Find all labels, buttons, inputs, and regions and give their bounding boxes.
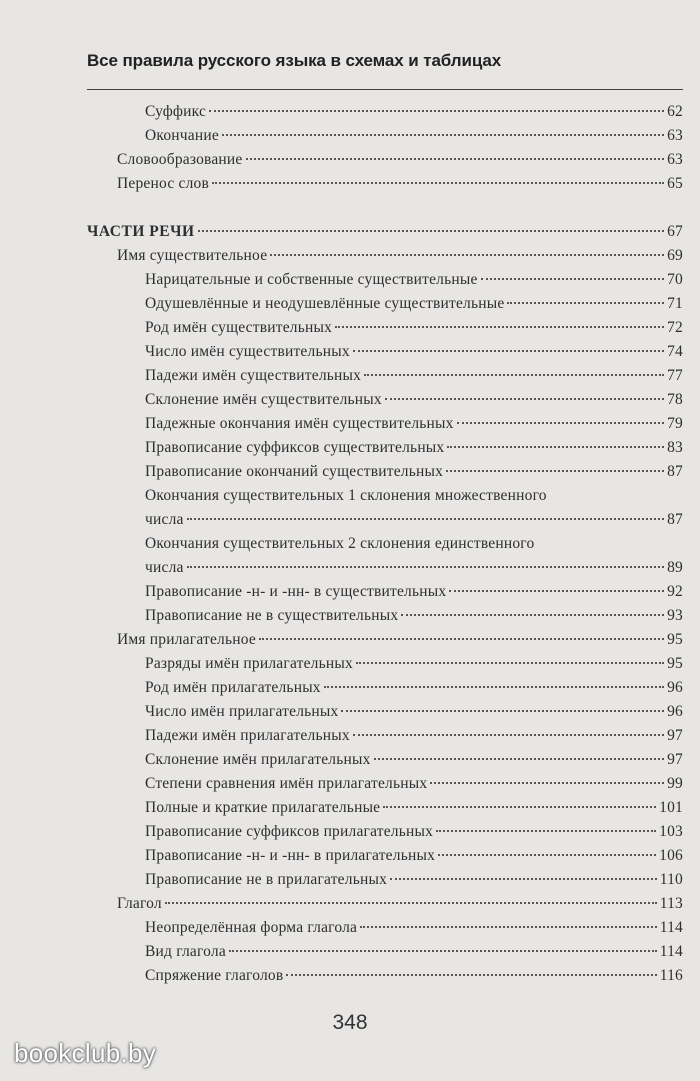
toc-entry-title: Окончания существительных 1 склонения множественного — [145, 487, 547, 504]
toc-dot-leader — [446, 470, 664, 472]
toc-entry-title: Полные и краткие прилагательные — [145, 799, 381, 816]
toc-entry-page: 87 — [667, 511, 683, 528]
toc-dot-leader — [447, 446, 664, 448]
toc-entry-page: 70 — [667, 271, 683, 288]
toc-dot-leader — [212, 182, 664, 184]
toc-entry — [145, 703, 683, 721]
toc-entry-title: Правописание -н- и -нн- в существительных — [145, 583, 447, 600]
toc-entry — [117, 151, 683, 169]
toc-dot-leader — [449, 590, 664, 592]
toc-dot-leader — [438, 854, 656, 856]
toc-entry — [145, 295, 683, 313]
toc-entry — [145, 343, 683, 361]
toc-entry — [145, 271, 683, 289]
toc-dot-leader — [335, 326, 664, 328]
toc-entry-page: 65 — [667, 175, 683, 192]
toc-entry-title: Разряды имён прилагательных — [145, 655, 353, 672]
toc-entry-page: 96 — [667, 703, 683, 720]
toc-dot-leader — [187, 518, 665, 520]
toc-entry-page: 67 — [667, 223, 683, 240]
toc-entry — [145, 607, 683, 625]
toc-entry — [145, 847, 683, 865]
toc-entry-title: Глагол — [117, 895, 162, 912]
toc-entry — [145, 583, 683, 601]
toc-entry — [145, 679, 683, 697]
toc-entry — [145, 943, 683, 961]
toc-entry-page: 97 — [667, 727, 683, 744]
toc-entry-title: Вид глагола — [145, 943, 226, 960]
toc-entry-title: Правописание суффиксов прилагательных — [145, 823, 434, 840]
toc-entry — [87, 223, 683, 241]
toc-entry — [117, 895, 683, 913]
toc-entry-page: 103 — [659, 823, 683, 840]
toc-entry — [145, 535, 683, 553]
toc-entry-title: Правописание не в прилагательных — [145, 871, 388, 888]
toc-dot-leader — [436, 830, 656, 832]
toc-entry-title: Правописание не в существительных — [145, 607, 399, 624]
toc-entry-page: 116 — [659, 967, 683, 984]
toc-entry-page: 89 — [667, 559, 683, 576]
toc-entry-page: 78 — [667, 391, 683, 408]
toc-entry — [145, 103, 683, 121]
toc-dot-leader — [165, 902, 657, 904]
toc-dot-leader — [270, 254, 664, 256]
toc-entry — [145, 655, 683, 673]
toc-entry-title: Правописание окончаний существительных — [145, 463, 444, 480]
toc-entry — [145, 391, 683, 409]
toc-entry-title: числа — [145, 511, 184, 528]
toc-dot-leader — [187, 566, 665, 568]
toc-entry-title: Правописание -н- и -нн- в прилагательных — [145, 847, 436, 864]
toc-entry-page: 77 — [667, 367, 683, 384]
toc-dot-leader — [430, 782, 664, 784]
toc-entry — [145, 823, 683, 841]
toc-entry-page: 95 — [667, 631, 683, 648]
toc-dot-leader — [286, 974, 656, 976]
toc-entry-title: Окончание — [145, 127, 219, 144]
toc-entry-page: 113 — [659, 895, 683, 912]
toc-entry-title: Окончания существительных 2 склонения единственного — [145, 535, 535, 552]
toc-entry-page: 99 — [667, 775, 683, 792]
toc-dot-leader — [222, 134, 664, 136]
toc-entry-page: 101 — [659, 799, 683, 816]
toc-dot-leader — [341, 710, 664, 712]
toc-dot-leader — [356, 662, 664, 664]
toc-entry — [145, 871, 683, 889]
toc-dot-leader — [401, 614, 664, 616]
toc-entry-title: Склонение имён существительных — [145, 391, 382, 408]
toc-entry-page: 63 — [667, 151, 683, 168]
toc-dot-leader — [353, 350, 664, 352]
toc-entry — [145, 319, 683, 337]
toc-entry-title: Имя прилагательное — [117, 631, 256, 648]
toc-entry-title: числа — [145, 559, 184, 576]
toc-entry-page: 69 — [667, 247, 683, 264]
toc-dot-leader — [364, 374, 664, 376]
toc-entry-title: Число имён прилагательных — [145, 703, 339, 720]
toc-entry-title: Неопределённая форма глагола — [145, 919, 358, 936]
toc-dot-leader — [246, 158, 665, 160]
toc-entry — [117, 631, 683, 649]
toc-entry-page: 63 — [667, 127, 683, 144]
toc-dot-leader — [383, 806, 656, 808]
toc-entry — [145, 775, 683, 793]
toc-dot-leader — [390, 878, 657, 880]
toc-entry — [145, 919, 683, 937]
toc-entry-title: Падежи имён прилагательных — [145, 727, 350, 744]
toc-entry-page: 106 — [659, 847, 683, 864]
running-title: Все правила русского языка в схемах и таблицах — [87, 51, 502, 70]
toc-entry — [145, 463, 683, 481]
toc-entry-page: 95 — [667, 655, 683, 672]
toc-entry — [145, 727, 683, 745]
toc-entry-title: ЧАСТИ РЕЧИ — [87, 223, 195, 240]
toc-entry — [145, 799, 683, 817]
toc-entry-page: 83 — [667, 439, 683, 456]
toc-entry — [117, 247, 683, 265]
toc-entry-title: Имя существительное — [117, 247, 268, 264]
toc-dot-leader — [507, 302, 664, 304]
toc-entry-title: Одушевлённые и неодушевлённые существительные — [145, 295, 505, 312]
toc-entry-page: 74 — [667, 343, 683, 360]
toc-entry-page: 97 — [667, 751, 683, 768]
watermark: bookclub.by — [14, 1038, 157, 1068]
toc-entry-title: Суффикс — [145, 103, 207, 120]
toc-entry — [145, 559, 683, 577]
toc-dot-leader — [198, 230, 665, 232]
toc-dot-leader — [374, 758, 665, 760]
toc-entry-page: 62 — [667, 103, 683, 120]
toc-entry-title: Степени сравнения имён прилагательных — [145, 775, 428, 792]
toc-entry — [145, 367, 683, 385]
toc-entry-page: 114 — [659, 943, 683, 960]
toc-entry — [145, 751, 683, 769]
toc-entry-title: Склонение имён прилагательных — [145, 751, 371, 768]
toc-entry-page: 79 — [667, 415, 683, 432]
toc-entry-title: Падежные окончания имён существительных — [145, 415, 454, 432]
toc-dot-leader — [457, 422, 665, 424]
toc-entry-page: 114 — [659, 919, 683, 936]
toc-entry-title: Падежи имён существительных — [145, 367, 362, 384]
toc-entry-title: Род имён прилагательных — [145, 679, 321, 696]
toc-entry-title: Словообразование — [117, 151, 243, 168]
toc-entry-page: 72 — [667, 319, 683, 336]
toc-entry-page: 93 — [667, 607, 683, 624]
toc-entry-title: Число имён существительных — [145, 343, 350, 360]
toc-entry — [145, 487, 683, 505]
toc-dot-leader — [481, 278, 665, 280]
toc-dot-leader — [385, 398, 664, 400]
toc-dot-leader — [353, 734, 664, 736]
toc-entry-page: 96 — [667, 679, 683, 696]
toc-entry-page: 110 — [659, 871, 683, 888]
toc-entry — [145, 967, 683, 985]
toc-dot-leader — [209, 110, 664, 112]
toc-entry — [117, 175, 683, 193]
toc-entry — [145, 511, 683, 529]
toc-entry-title: Спряжение глаголов — [145, 967, 284, 984]
toc-entry — [145, 415, 683, 433]
toc-entry-page: 92 — [667, 583, 683, 600]
toc-entry-title: Нарицательные и собственные существительные — [145, 271, 478, 288]
toc-entry-page: 71 — [667, 295, 683, 312]
toc-entry — [145, 127, 683, 145]
toc-entry-title: Род имён существительных — [145, 319, 333, 336]
toc-dot-leader — [259, 638, 664, 640]
toc-entry-title: Перенос слов — [117, 175, 209, 192]
page-number: 348 — [332, 1011, 368, 1034]
toc-dot-leader — [324, 686, 664, 688]
toc-entry-page: 87 — [667, 463, 683, 480]
toc-entry-title: Правописание суффиксов существительных — [145, 439, 445, 456]
toc-dot-leader — [229, 950, 657, 952]
toc-dot-leader — [360, 926, 657, 928]
toc-entry — [145, 439, 683, 457]
